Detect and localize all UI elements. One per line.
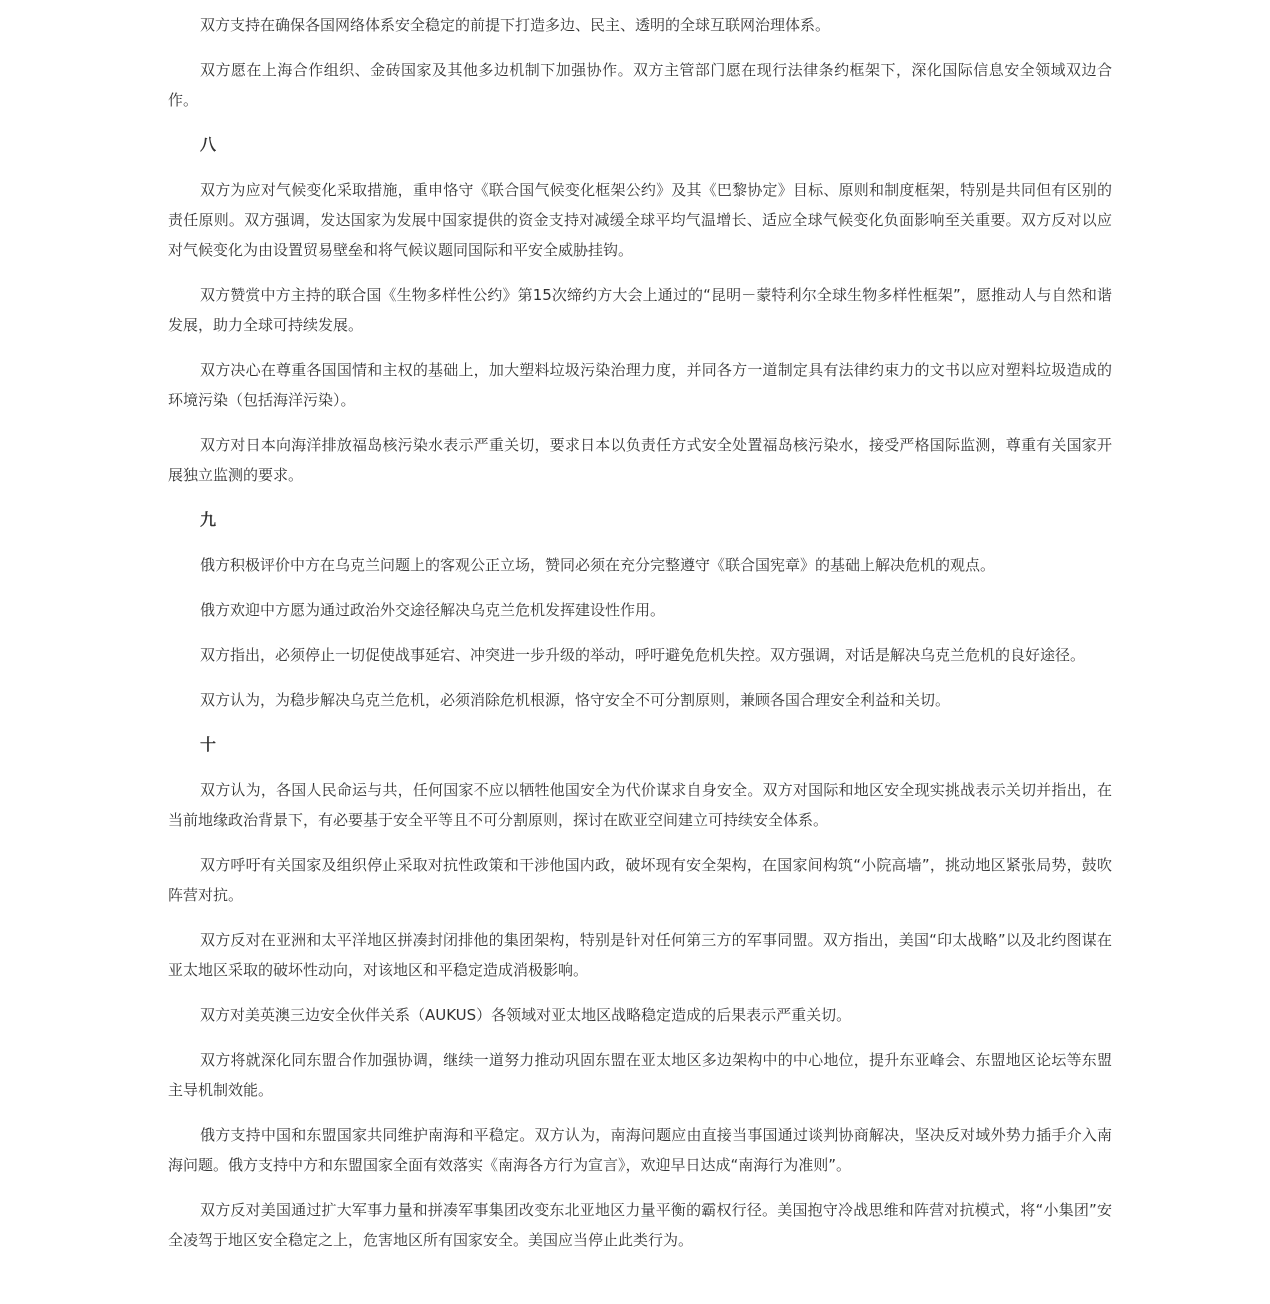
paragraph: 俄方支持中国和东盟国家共同维护南海和平稳定。双方认为，南海问题应由直接当事国通过谈判协商解决，坚决反对域外势力插手介入南海问题。俄方支持中方和东盟国家全面有效落实《南海各方行为宣言》，欢迎早日达成“南海行为准则”。 <box>168 1126 1112 1174</box>
section-heading: 十 <box>200 735 217 754</box>
paragraph: 双方对日本向海洋排放福岛核污染水表示严重关切，要求日本以负责任方式安全处置福岛核污染水，接受严格国际监测，尊重有关国家开展独立监测的要求。 <box>168 436 1112 484</box>
paragraph: 双方为应对气候变化采取措施，重申恪守《联合国气候变化框架公约》及其《巴黎协定》目标、原则和制度框架，特别是共同但有区别的责任原则。双方强调，发达国家为发展中国家提供的资金支持对减缓全球平均气温增长、适应全球气候变化负面影响至关重要。双方反对以应对气候变化为由设置贸易壁垒和将气候议题同国际和平安全威胁挂钩。 <box>168 181 1112 259</box>
paragraph: 双方决心在尊重各国国情和主权的基础上，加大塑料垃圾污染治理力度，并同各方一道制定具有法律约束力的文书以应对塑料垃圾造成的环境污染（包括海洋污染）。 <box>168 361 1112 409</box>
paragraph: 双方对美英澳三边安全伙伴关系（AUKUS）各领域对亚太地区战略稳定造成的后果表示严重关切。 <box>200 1006 852 1024</box>
paragraph: 双方认为，各国人民命运与共，任何国家不应以牺牲他国安全为代价谋求自身安全。双方对国际和地区安全现实挑战表示关切并指出，在当前地缘政治背景下，有必要基于安全平等且不可分割原则，探讨在欧亚空间建立可持续安全体系。 <box>168 781 1112 829</box>
paragraph: 双方指出，必须停止一切促使战事延宕、冲突进一步升级的举动，呼吁避免危机失控。双方强调，对话是解决乌克兰危机的良好途径。 <box>200 646 1086 664</box>
section-heading: 九 <box>200 510 217 529</box>
paragraph: 双方将就深化同东盟合作加强协调，继续一道努力推动巩固东盟在亚太地区多边架构中的中心地位，提升东亚峰会、东盟地区论坛等东盟主导机制效能。 <box>168 1051 1112 1099</box>
paragraph: 双方呼吁有关国家及组织停止采取对抗性政策和干涉他国内政，破坏现有安全架构，在国家间构筑“小院高墙”，挑动地区紧张局势，鼓吹阵营对抗。 <box>168 856 1112 904</box>
paragraph: 双方反对在亚洲和太平洋地区拼凑封闭排他的集团架构，特别是针对任何第三方的军事同盟。双方指出，美国“印太战略”以及北约图谋在亚太地区采取的破坏性动向，对该地区和平稳定造成消极影响。 <box>168 931 1112 979</box>
paragraph: 双方赞赏中方主持的联合国《生物多样性公约》第15次缔约方大会上通过的“昆明－蒙特利尔全球生物多样性框架”，愿推动人与自然和谐发展，助力全球可持续发展。 <box>168 286 1112 334</box>
paragraph: 双方支持在确保各国网络体系安全稳定的前提下打造多边、民主、透明的全球互联网治理体系。 <box>200 16 831 34</box>
paragraph: 双方愿在上海合作组织、金砖国家及其他多边机制下加强协作。双方主管部门愿在现行法律条约框架下，深化国际信息安全领域双边合作。 <box>168 61 1112 109</box>
paragraph: 俄方积极评价中方在乌克兰问题上的客观公正立场，赞同必须在充分完整遵守《联合国宪章》的基础上解决危机的观点。 <box>200 556 996 574</box>
article-body <box>168 10 1112 1270</box>
section-heading: 八 <box>200 135 217 154</box>
paragraph: 双方认为，为稳步解决乌克兰危机，必须消除危机根源，恪守安全不可分割原则，兼顾各国合理安全利益和关切。 <box>200 691 951 709</box>
paragraph: 双方反对美国通过扩大军事力量和拼凑军事集团改变东北亚地区力量平衡的霸权行径。美国抱守冷战思维和阵营对抗模式，将“小集团”安全凌驾于地区安全稳定之上，危害地区所有国家安全。美国应当停止此类行为。 <box>168 1201 1112 1249</box>
paragraph: 俄方欢迎中方愿为通过政治外交途径解决乌克兰危机发挥建设性作用。 <box>200 601 666 619</box>
